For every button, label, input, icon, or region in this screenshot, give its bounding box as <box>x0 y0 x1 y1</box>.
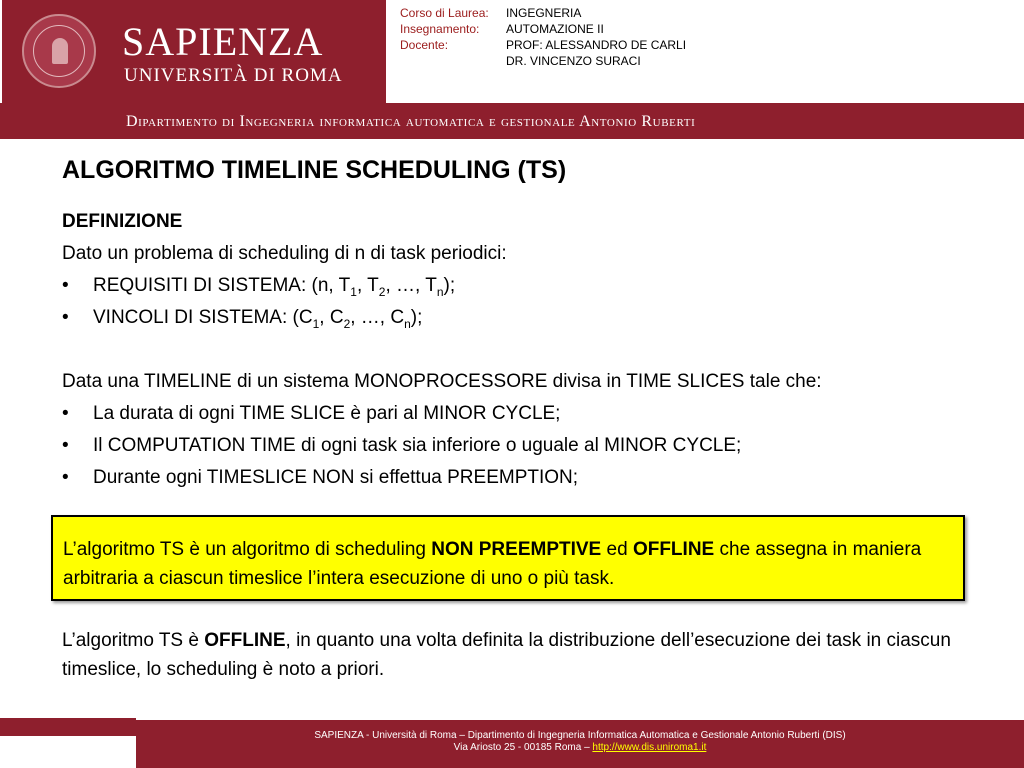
constraints-bullet <box>62 302 982 334</box>
box-bold-1: NON PREEMPTIVE <box>431 539 602 560</box>
highlight-box <box>51 515 965 601</box>
footer-line-2 <box>136 742 1024 754</box>
teacher-label: Docente: <box>400 38 449 52</box>
teacher-value-2: DR. VINCENZO SURACI <box>506 54 641 68</box>
course-info <box>400 5 686 69</box>
footer-link[interactable]: http://www.dis.uniroma1.it <box>592 742 707 753</box>
header-edge <box>0 0 2 103</box>
req-sub-1: 1 <box>350 284 357 299</box>
box-text-3: che assegna in maniera arbitraria a ciascun timeslice l’intera esecuzione di uno o più task. <box>63 539 922 589</box>
course-label: Corso di Laurea: <box>400 6 489 20</box>
concl-bold: OFFLINE <box>204 630 286 651</box>
university-name: SAPIENZA <box>122 19 324 64</box>
box-text-1: L’algoritmo TS è un algoritmo di scheduling <box>63 539 432 560</box>
box-text-2: ed <box>601 539 633 560</box>
vinc-suffix: ); <box>410 307 423 328</box>
req-sep-2: , …, T <box>385 275 437 296</box>
req-sub-n: n <box>436 284 444 299</box>
timeline-intro: Data una TIMELINE di un sistema MONOPROCESSORE divisa in TIME SLICES tale che: <box>62 371 822 392</box>
seal-ring <box>33 25 85 77</box>
footer-line-1: SAPIENZA - Università di Roma – Dipartimento di Ingegneria Informatica Automatica e Gestionale Antonio Ruberti (DIS) <box>314 730 846 741</box>
subject-value: AUTOMAZIONE II <box>506 22 604 36</box>
teacher-row-2 <box>400 53 686 69</box>
vinc-sep-1: , C <box>319 307 344 328</box>
bullet-item: • La durata di ogni TIME SLICE è pari al MINOR CYCLE; <box>62 398 982 430</box>
req-prefix: REQUISITI DI SISTEMA: (n, T <box>93 275 351 296</box>
footer-accent <box>0 718 136 736</box>
concl-text-1: L’algoritmo TS è <box>62 630 205 651</box>
university-seal-icon <box>22 14 96 88</box>
bullet-item: • Durante ogni TIMESLICE NON si effettua PREEMPTION; <box>62 462 982 494</box>
footer <box>136 720 1024 768</box>
requirements-bullet <box>62 270 982 302</box>
req-sub-2: 2 <box>378 284 386 299</box>
course-value: INGEGNERIA <box>506 6 582 20</box>
department-name: Dipartimento di Ingegneria informatica automatica e gestionale Antonio Ruberti <box>126 113 696 130</box>
spacer <box>62 334 982 366</box>
teacher-label-spacer <box>400 53 506 69</box>
vinc-sub-2: 2 <box>343 316 351 331</box>
concl-text-2: , in quanto una volta definita la distribuzione dell’esecuzione dei task in ciascun timeslice, lo scheduling è noto a priori. <box>62 630 951 680</box>
vinc-sub-1: 1 <box>312 316 320 331</box>
subject-label: Insegnamento: <box>400 22 480 36</box>
teacher-value-1: PROF: ALESSANDRO DE CARLI <box>506 38 687 52</box>
slide-body <box>62 206 982 494</box>
intro-text: Dato un problema di scheduling di n di task periodici: <box>62 243 507 264</box>
conclusion-text <box>62 626 982 684</box>
teacher-row <box>400 37 686 53</box>
req-sep-1: , T <box>356 275 379 296</box>
university-subtitle: UNIVERSITÀ DI ROMA <box>124 65 343 86</box>
footer-address: Via Ariosto 25 - 00185 Roma – <box>453 742 593 753</box>
seal-figure <box>52 38 68 64</box>
vinc-sub-n: n <box>404 316 411 331</box>
course-row <box>400 5 686 21</box>
slide-title: ALGORITMO TIMELINE SCHEDULING (TS) <box>62 156 567 184</box>
vinc-prefix: VINCOLI DI SISTEMA: (C <box>93 307 313 328</box>
subject-row <box>400 21 686 37</box>
definition-heading: DEFINIZIONE <box>62 211 183 232</box>
vinc-sep-2: , …, C <box>350 307 405 328</box>
bullet-item: • Il COMPUTATION TIME di ogni task sia inferiore o uguale al MINOR CYCLE; <box>62 430 982 462</box>
box-bold-2: OFFLINE <box>632 539 715 560</box>
req-suffix: ); <box>443 275 456 296</box>
